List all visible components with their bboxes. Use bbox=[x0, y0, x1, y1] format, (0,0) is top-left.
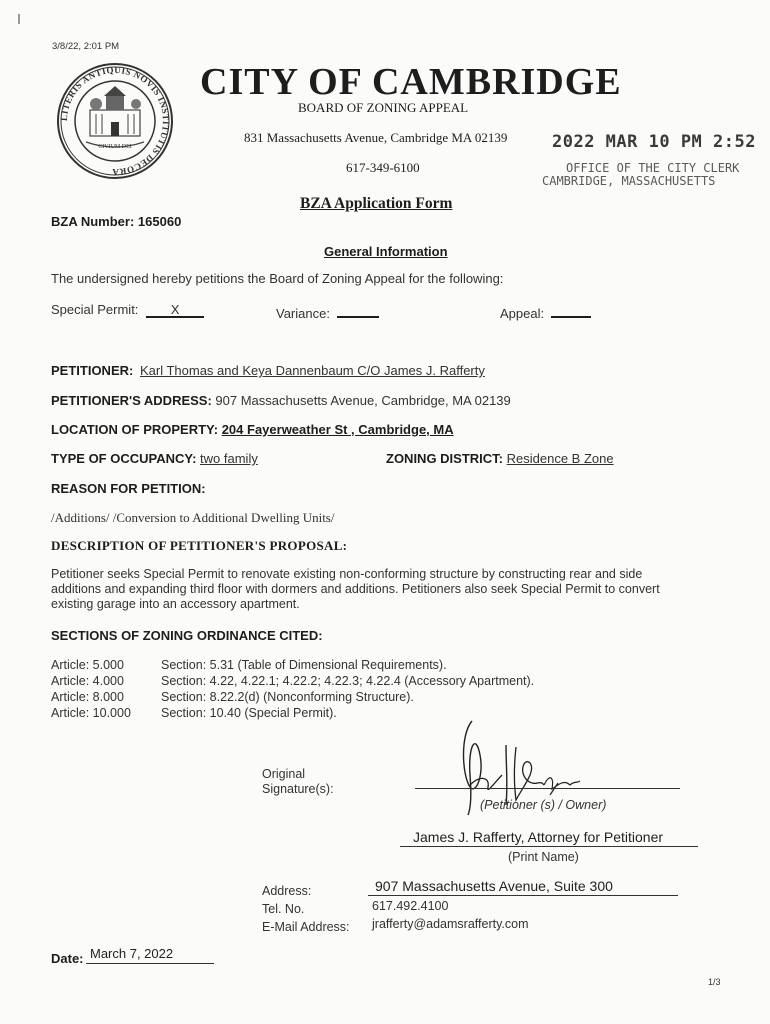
tel-label: Tel. No. bbox=[262, 902, 305, 916]
section-cell: Section: 10.40 (Special Permit). bbox=[161, 706, 337, 720]
city-seal-graphic bbox=[56, 62, 174, 180]
address-value: 907 Massachusetts Avenue, Suite 300 bbox=[375, 878, 613, 894]
email-label: E-Mail Address: bbox=[262, 920, 350, 934]
city-seal bbox=[56, 62, 174, 180]
article-cell: Article: 4.000 bbox=[51, 674, 124, 688]
description-line-1: Petitioner seeks Special Permit to renovate existing non-conforming structure by constructing rear and side bbox=[51, 567, 643, 581]
bza-number-label: BZA Number: bbox=[51, 214, 135, 229]
special-permit-label: Special Permit: bbox=[51, 302, 139, 317]
signature-handwritten bbox=[440, 715, 600, 830]
board-name: BOARD OF ZONING APPEAL bbox=[298, 100, 469, 115]
email-value: jrafferty@adamsrafferty.com bbox=[372, 917, 529, 931]
article-cell: Article: 5.000 bbox=[51, 658, 124, 672]
print-name-caption: (Print Name) bbox=[508, 850, 579, 864]
occupancy-label: TYPE OF OCCUPANCY: bbox=[51, 451, 197, 466]
description-label: DESCRIPTION OF PETITIONER'S PROPOSAL: bbox=[51, 538, 348, 553]
section-cell: Section: 5.31 (Table of Dimensional Requirements). bbox=[161, 658, 447, 672]
description-body bbox=[51, 567, 660, 612]
signature-label-line-2: Signature(s): bbox=[262, 782, 334, 796]
board-phone: 617-349-6100 bbox=[346, 160, 420, 175]
special-permit-value: X bbox=[146, 302, 204, 318]
print-timestamp: 3/8/22, 2:01 PM bbox=[52, 41, 120, 52]
section-cell: Section: 8.22.2(d) (Nonconforming Structure). bbox=[161, 690, 414, 704]
location-value: 204 Fayerweather St , Cambridge, MA bbox=[221, 422, 454, 437]
signature-caption: (Petitioner (s) / Owner) bbox=[480, 798, 607, 812]
received-stamp-datetime: 2022 MAR 10 PM 2:52 bbox=[552, 132, 756, 152]
seal-outer-text: LITERIS ANTIQUIS NOVIS INSTITUTIS DECORA bbox=[58, 64, 172, 178]
received-stamp-city: CAMBRIDGE, MASSACHUSETTS bbox=[542, 174, 716, 188]
section-row bbox=[51, 673, 534, 689]
print-name-value: James J. Rafferty, Attorney for Petitioner bbox=[413, 829, 664, 845]
signature-graphic bbox=[440, 715, 600, 830]
variance-label: Variance: bbox=[276, 306, 330, 321]
occupancy-row bbox=[51, 451, 258, 466]
petitioner-address-row bbox=[51, 393, 511, 408]
reason-value: /Additions/ /Conversion to Additional Dwelling Units/ bbox=[51, 510, 335, 525]
occupancy-value: two family bbox=[200, 451, 258, 466]
date-label: Date: bbox=[51, 951, 84, 966]
description-line-2: additions and expanding third floor with dormers and additions. Petitioners also seek Special Permit to convert bbox=[51, 582, 660, 596]
petitioner-address-label: PETITIONER'S ADDRESS: bbox=[51, 393, 212, 408]
section-row bbox=[51, 657, 534, 673]
board-address: 831 Massachusetts Avenue, Cambridge MA 02139 bbox=[244, 130, 508, 145]
petitioner-row bbox=[51, 363, 485, 378]
zoning-district-label: ZONING DISTRICT: bbox=[386, 451, 503, 466]
petitioner-value: Karl Thomas and Keya Dannenbaum C/O James J. Rafferty bbox=[139, 363, 485, 378]
address-label: Address: bbox=[262, 884, 312, 898]
zoning-district-value: Residence B Zone bbox=[506, 451, 614, 466]
contact-labels bbox=[262, 882, 350, 936]
location-row bbox=[51, 422, 454, 437]
petitioner-address-value: 907 Massachusetts Avenue, Cambridge, MA 02139 bbox=[215, 393, 511, 408]
sections-label: SECTIONS OF ZONING ORDINANCE CITED: bbox=[51, 628, 323, 643]
page-number: 1/3 bbox=[708, 977, 721, 987]
tel-value: 617.492.4100 bbox=[372, 899, 449, 913]
received-stamp-office: OFFICE OF THE CITY CLERK bbox=[566, 161, 740, 175]
description-line-3: existing garage into an accessory apartment. bbox=[51, 597, 300, 611]
appeal-label: Appeal: bbox=[500, 306, 545, 321]
city-title: CITY OF CAMBRIDGE bbox=[200, 61, 622, 103]
intro-text: The undersigned hereby petitions the Board of Zoning Appeal for the following: bbox=[51, 271, 504, 286]
article-cell: Article: 10.000 bbox=[51, 706, 131, 720]
article-cell: Article: 8.000 bbox=[51, 690, 124, 704]
seal-inner-text: CIVIUM DEI bbox=[98, 144, 132, 150]
address-line bbox=[368, 895, 678, 896]
sections-table bbox=[51, 657, 534, 721]
variance-row bbox=[276, 302, 379, 321]
form-title: BZA Application Form bbox=[300, 195, 453, 212]
bza-number-row bbox=[51, 214, 181, 229]
signature-label bbox=[262, 767, 334, 797]
section-cell: Section: 4.22, 4.22.1; 4.22.2; 4.22.3; 4.22.4 (Accessory Apartment). bbox=[161, 674, 535, 688]
print-name-line bbox=[400, 846, 698, 847]
signature-label-line-1: Original bbox=[262, 767, 306, 781]
appeal-row bbox=[500, 302, 591, 321]
signature-line bbox=[415, 788, 680, 789]
date-value: March 7, 2022 bbox=[90, 946, 174, 961]
reason-label: REASON FOR PETITION: bbox=[51, 481, 206, 496]
scan-mark bbox=[18, 14, 20, 24]
bza-number-value: 165060 bbox=[137, 214, 182, 229]
general-info-heading: General Information bbox=[324, 244, 448, 259]
variance-value bbox=[337, 302, 379, 318]
petitioner-label: PETITIONER: bbox=[51, 363, 134, 378]
location-label: LOCATION OF PROPERTY: bbox=[51, 422, 219, 437]
section-row bbox=[51, 689, 534, 705]
zoning-district-row bbox=[386, 451, 614, 466]
special-permit-row bbox=[51, 302, 204, 318]
date-line bbox=[86, 963, 214, 964]
appeal-value bbox=[551, 302, 591, 318]
